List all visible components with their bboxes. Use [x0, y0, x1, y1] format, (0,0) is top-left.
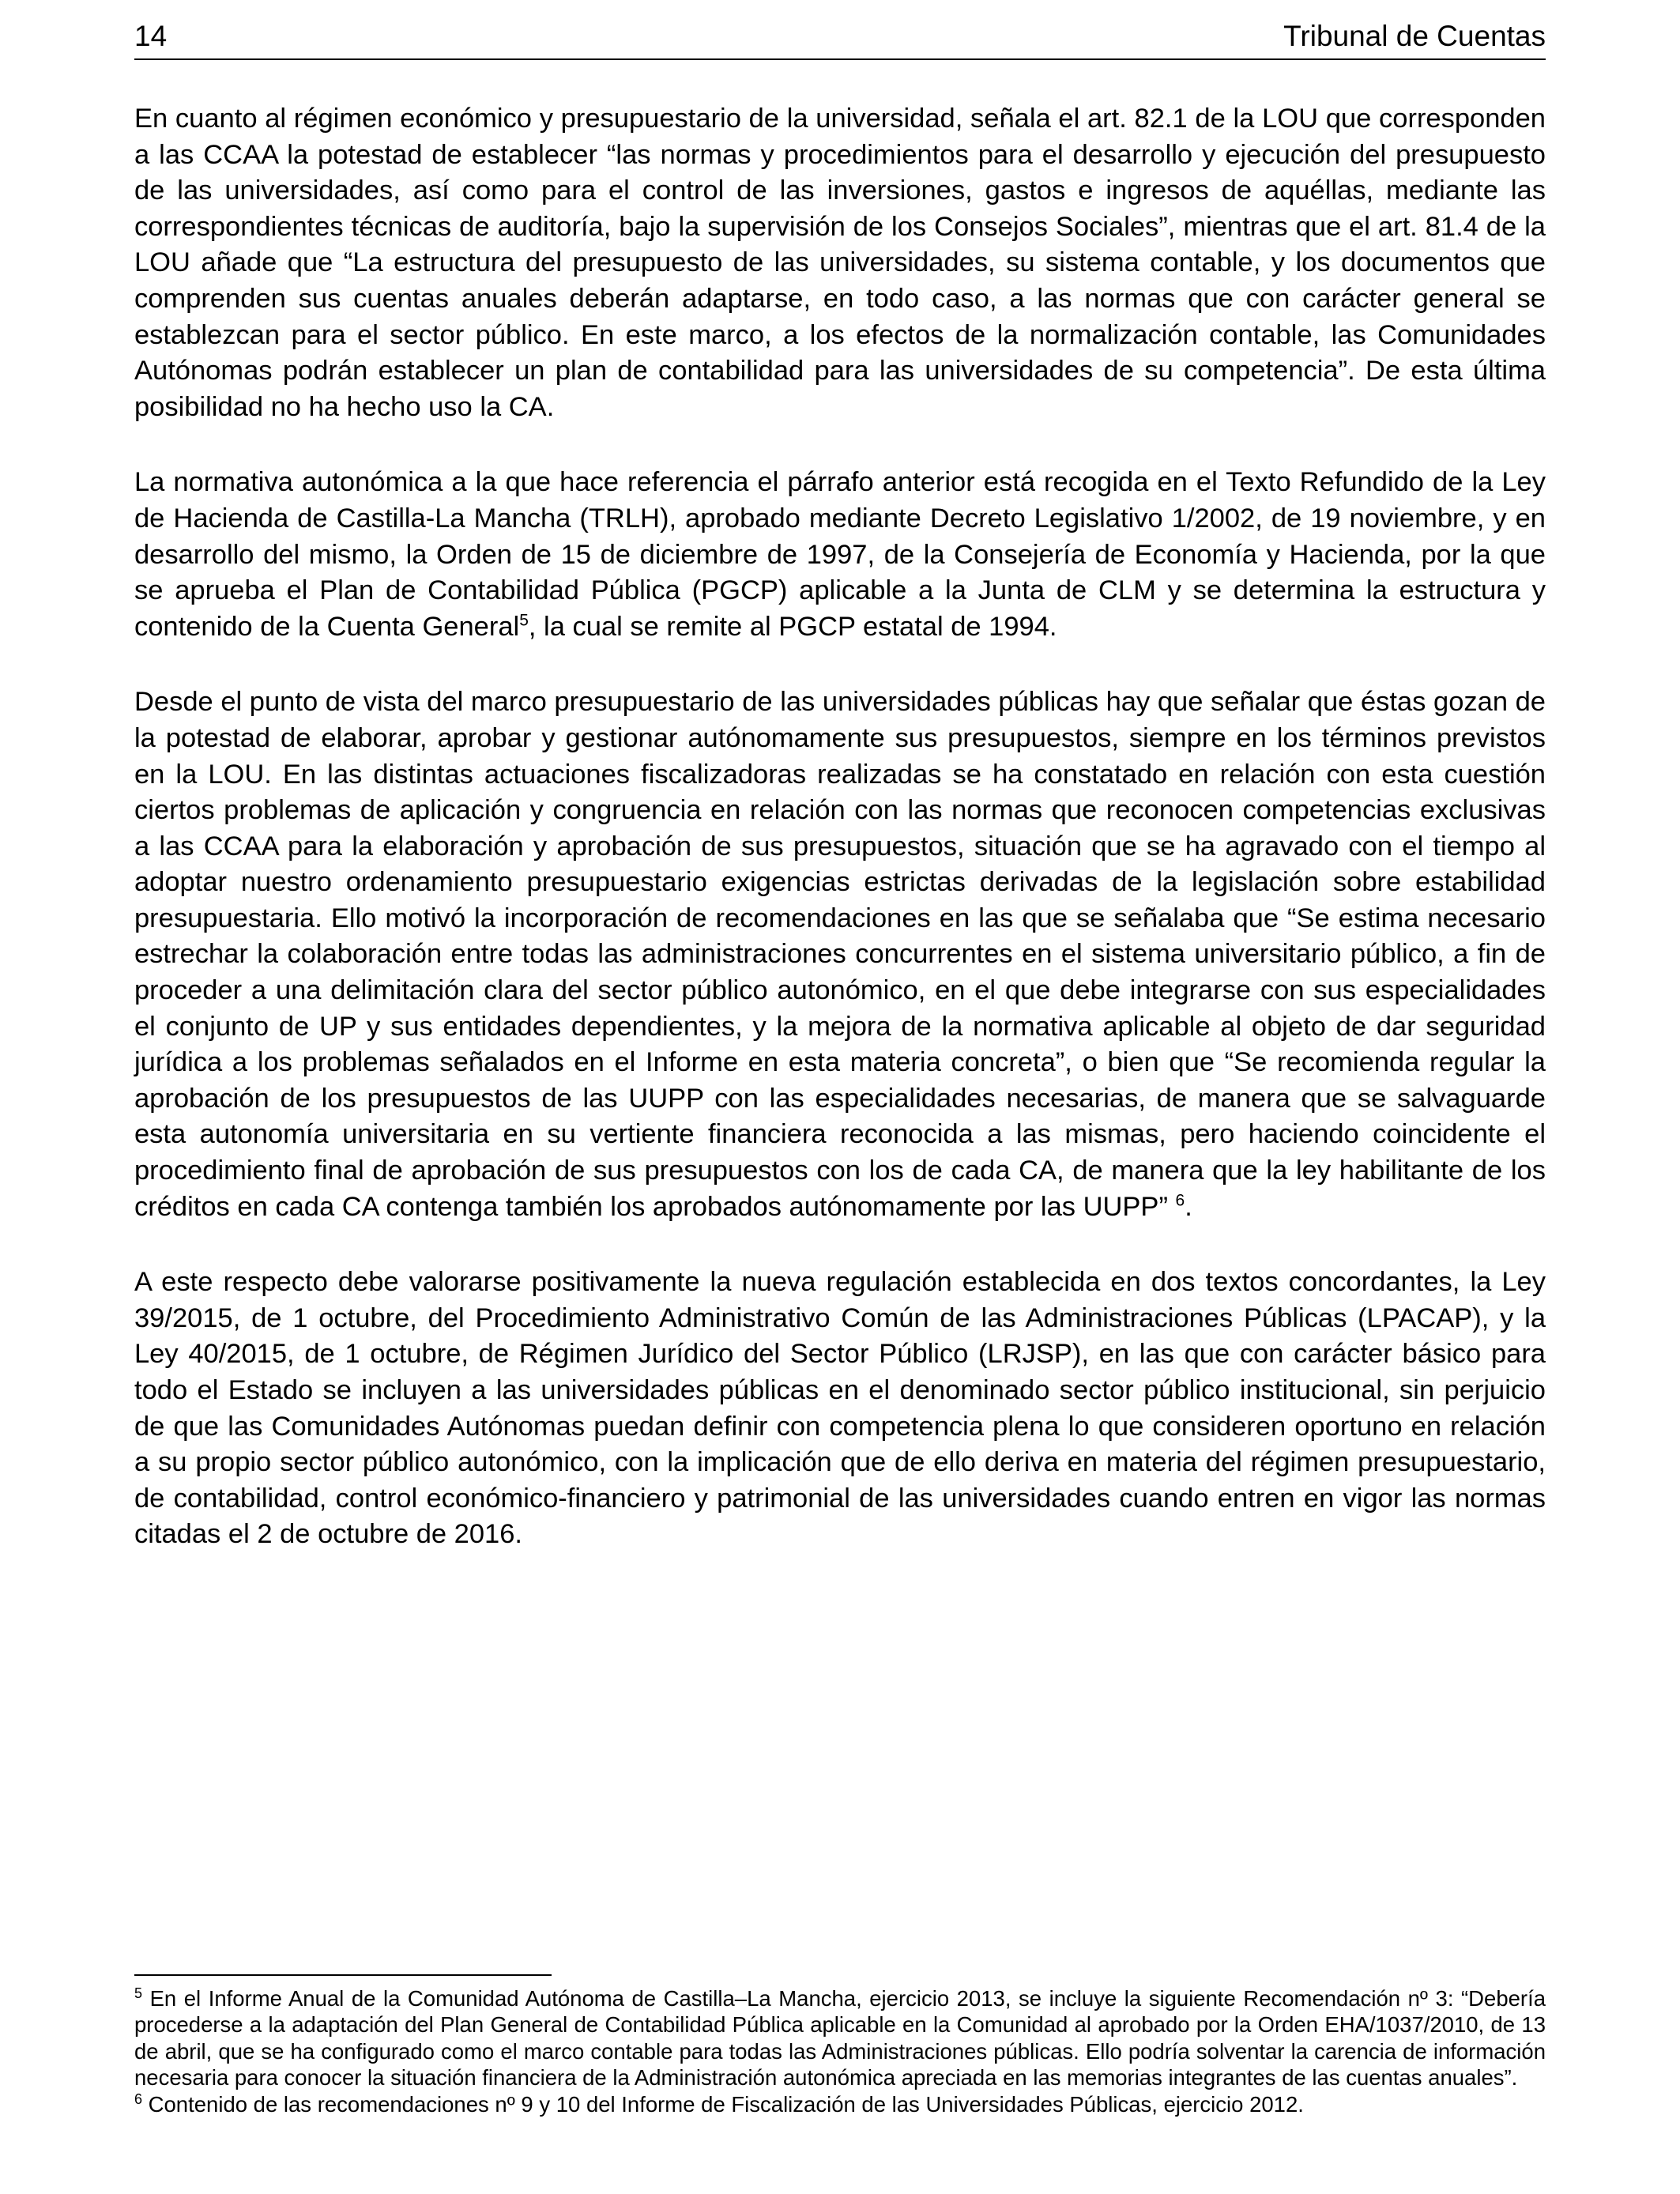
footnote-6	[134, 2091, 1546, 2117]
paragraph-text: Desde el punto de vista del marco presupuestario de las universidades públicas hay que señalar que éstas gozan de la potestad de elaborar, aprobar y gestionar autónomamente sus presupuestos, siempre en los términos previstos en la LOU. En las distintas actuaciones fiscalizadoras realizadas se ha constatado en relación con esta cuestión ciertos problemas de aplicación y congruencia en relación con las normas que reconocen competencias exclusivas a las CCAA para la elaboración y aprobación de sus presupuestos, situación que se ha agravado con el tiempo al adoptar nuestro ordenamiento presupuestario exigencias estrictas derivadas de la legislación sobre estabilidad presupuestaria. Ello motivó la incorporación de recomendaciones en las que se señalaba que “Se estima necesario estrechar la colaboración entre todas las administraciones concurrentes en el sistema universitario público, a fin de proceder a una delimitación clara del sector público autonómico, en el que debe integrarse con sus especialidades el conjunto de UP y sus entidades dependientes, y la mejora de la normativa aplicable al objeto de dar seguridad jurídica a los problemas señalados en el Informe en esta materia concreta”, o bien que “Se recomienda regular la aprobación de los presupuestos de las UUPP con las especialidades necesarias, de manera que se salvaguarde esta autonomía universitaria en su vertiente financiera reconocida a las mismas, pero haciendo coincidente el procedimiento final de aprobación de sus presupuestos con los de cada CA, de manera que la ley habilitante de los créditos en cada CA contenga también los aprobados autónomamente por las UUPP”	[134, 687, 1546, 1222]
page-header	[134, 17, 1546, 60]
footnote-separator	[134, 1974, 552, 1976]
footnote-text: Contenido de las recomendaciones nº 9 y 10 del Informe de Fiscalización de las Universidades Públicas, ejercicio 2012.	[142, 2091, 1304, 2117]
header-title: Tribunal de Cuentas	[1283, 20, 1546, 52]
paragraph-marco-presupuestario	[134, 684, 1546, 1225]
paragraph-text: .	[1185, 1191, 1192, 1222]
footnote-text: En el Informe Anual de la Comunidad Autónoma de Castilla–La Mancha, ejercicio 2013, se incluye la siguiente Recomendación nº 3: “Debería procederse a la adaptación del Plan General de Contabilidad Pública aplicable en la Comunidad al aprobado por la Orden EHA/1037/2010, de 13 de abril, que se ha configurado como el marco contable para todas las Administraciones públicas. Ello podría solventar la carencia de información necesaria para conocer la situación financiera de la Administración autonómica apreciada en las memorias integrantes de las cuentas anuales”.	[134, 1986, 1546, 2090]
page-number: 14	[134, 20, 168, 52]
footnotes	[134, 1985, 1546, 2117]
paragraph-text: , la cual se remite al PGCP estatal de 1994.	[528, 611, 1057, 642]
paragraph-nueva-regulacion: A este respecto debe valorarse positivamente la nueva regulación establecida en dos textos concordantes, la Ley 39/2015, de 1 octubre, del Procedimiento Administrativo Común de las Administraciones Públicas (LPACAP), y la Ley 40/2015, de 1 octubre, de Régimen Jurídico del Sector Público (LRJSP), en las que con carácter básico para todo el Estado se incluyen a las universidades públicas en el denominado sector público institucional, sin perjuicio de que las Comunidades Autónomas puedan definir con competencia plena lo que consideren oportuno en relación a su propio sector público autonómico, con la implicación que de ello deriva en materia del régimen presupuestario, de contabilidad, control económico-financiero y patrimonial de las universidades cuando entren en vigor las normas citadas el 2 de octubre de 2016.	[134, 1267, 1546, 1550]
footnote-number: 6	[134, 2090, 143, 2107]
footnote-reference-5[interactable]: 5	[519, 611, 529, 630]
body-text	[134, 101, 1546, 1593]
paragraph-text: La normativa autonómica a la que hace referencia el párrafo anterior está recogida en el Texto Refundido de la Ley de Hacienda de Castilla-La Mancha (TRLH), aprobado mediante Decreto Legislativo 1/2002, de 19 noviembre, y en desarrollo del mismo, la Orden de 15 de diciembre de 1997, de la Consejería de Economía y Hacienda, por la que se aprueba el Plan de Contabilidad Pública (PGCP) aplicable a la Junta de CLM y se determina la estructura y contenido de la Cuenta General	[134, 467, 1546, 642]
paragraph-normativa-autonomica	[134, 465, 1546, 645]
footnote-number: 5	[134, 1985, 143, 2001]
footnote-5	[134, 1985, 1546, 2091]
paragraph-regimen-economico: En cuanto al régimen económico y presupuestario de la universidad, señala el art. 82.1 de la LOU que corresponden a las CCAA la potestad de establecer “las normas y procedimientos para el desarrollo y ejecución del presupuesto de las universidades, así como para el control de las inversiones, gastos e ingresos de aquéllas, mediante las correspondientes técnicas de auditoría, bajo la supervisión de los Consejos Sociales”, mientras que el art. 81.4 de la LOU añade que “La estructura del presupuesto de las universidades, su sistema contable, y los documentos que comprenden sus cuentas anuales deberán adaptarse, en todo caso, a las normas que con carácter general se establezcan para el sector público. En este marco, a los efectos de la normalización contable, las Comunidades Autónomas podrán establecer un plan de contabilidad para las universidades de su competencia”. De esta última posibilidad no ha hecho uso la CA.	[134, 104, 1546, 422]
footnote-reference-6[interactable]: 6	[1175, 1191, 1185, 1210]
